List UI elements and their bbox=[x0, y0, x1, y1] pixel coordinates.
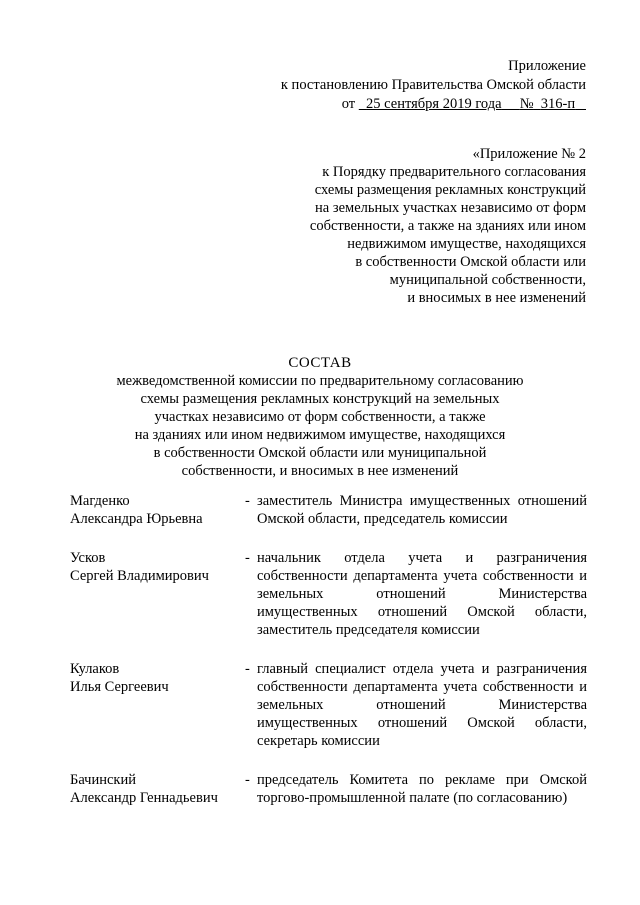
member-name bbox=[70, 660, 245, 750]
member-name bbox=[70, 492, 245, 528]
appendix-date-line bbox=[281, 95, 586, 114]
title-line: участках независимо от форм собственности, а также bbox=[154, 409, 486, 425]
member-given-name: Сергей Владимирович bbox=[70, 568, 209, 584]
member-role: председатель Комитета по рекламе при Омской торгово-промышленной палате (по согласованию) bbox=[257, 772, 587, 806]
member-dash: - bbox=[245, 772, 250, 788]
member-row bbox=[70, 492, 590, 528]
appendix2-line: схемы размещения рекламных конструкций bbox=[314, 182, 586, 198]
title-line: собственности, и вносимых в нее изменений bbox=[181, 463, 459, 479]
member-surname: Усков bbox=[70, 550, 106, 566]
resolution-number: 316-п bbox=[540, 96, 576, 112]
date-prefix: от bbox=[341, 96, 356, 112]
title-line: в собственности Омской области или муниципальной bbox=[153, 445, 487, 461]
member-row bbox=[70, 549, 590, 639]
document-title bbox=[70, 354, 570, 480]
appendix2-header bbox=[246, 145, 586, 307]
member-role: заместитель Министра имущественных отношений Омской области, председатель комиссии bbox=[257, 493, 587, 527]
member-surname: Кулаков bbox=[70, 661, 120, 677]
appendix-resolution: к постановлению Правительства Омской области bbox=[280, 77, 586, 93]
appendix-header bbox=[281, 57, 586, 114]
resolution-date: 25 сентября 2019 года bbox=[366, 96, 502, 112]
member-name bbox=[70, 771, 245, 807]
member-dash: - bbox=[245, 493, 250, 509]
member-given-name: Илья Сергеевич bbox=[70, 679, 169, 695]
member-surname: Магденко bbox=[70, 493, 130, 509]
appendix2-line: на земельных участках независимо от форм bbox=[315, 200, 586, 216]
commission-members bbox=[70, 492, 590, 807]
member-surname: Бачинский bbox=[70, 772, 136, 788]
member-given-name: Александр Геннадьевич bbox=[70, 790, 218, 806]
appendix2-line: недвижимом имуществе, находящихся bbox=[347, 236, 586, 252]
member-role: главный специалист отдела учета и разграничения собственности департамента учета собственности и земельных отношений Министерства имущественных отношений Омской области, секретарь комиссии bbox=[257, 661, 587, 749]
member-dash: - bbox=[245, 661, 250, 677]
appendix2-line: и вносимых в нее изменений bbox=[407, 290, 586, 306]
member-row bbox=[70, 771, 590, 807]
appendix2-label: «Приложение № 2 bbox=[472, 146, 586, 162]
title-line: на зданиях или ином недвижимом имуществе, находящихся bbox=[134, 427, 506, 443]
appendix2-line: к Порядку предварительного согласования bbox=[322, 164, 586, 180]
appendix2-line: муниципальной собственности, bbox=[389, 272, 586, 288]
title-line: схемы размещения рекламных конструкций на земельных bbox=[140, 391, 500, 407]
member-name bbox=[70, 549, 245, 639]
title-line: межведомственной комиссии по предварительному согласованию bbox=[116, 373, 524, 389]
title-heading: СОСТАВ bbox=[288, 355, 352, 371]
appendix-label: Приложение bbox=[508, 58, 586, 74]
number-prefix: № bbox=[519, 96, 534, 112]
member-dash: - bbox=[245, 550, 250, 566]
member-given-name: Александра Юрьевна bbox=[70, 511, 203, 527]
member-row bbox=[70, 660, 590, 750]
appendix2-line: собственности, а также на зданиях или ином bbox=[309, 218, 586, 234]
appendix2-line: в собственности Омской области или bbox=[355, 254, 586, 270]
member-role: начальник отдела учета и разграничения собственности департамента учета собственности и земельных отношений Министерства имущественных отношений Омской области, заместитель председателя комиссии bbox=[257, 550, 587, 638]
